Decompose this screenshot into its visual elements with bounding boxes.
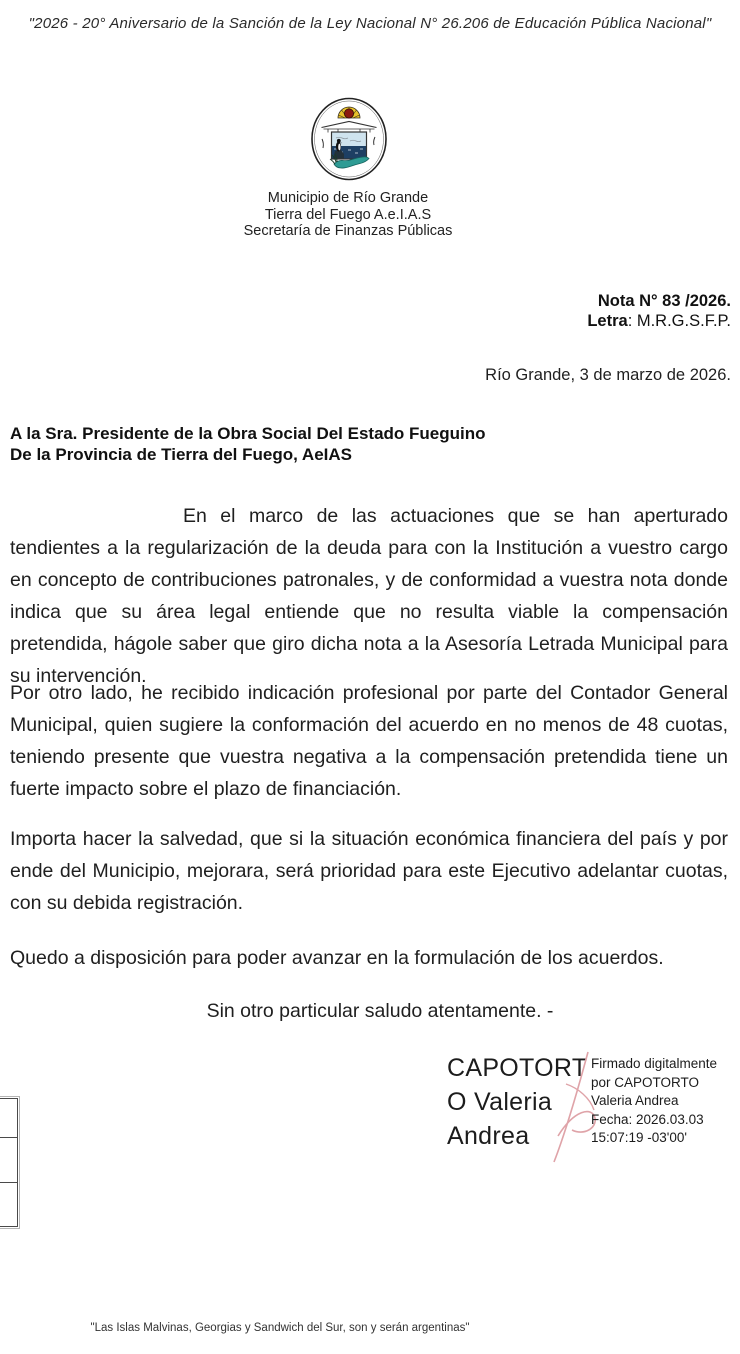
signature-name-line-3: Andrea: [447, 1122, 530, 1150]
signature-detail-line-3: Valeria Andrea: [591, 1093, 679, 1108]
signature-name-line-2: O Valeria: [447, 1088, 553, 1116]
addressee-line-1: A la Sra. Presidente de la Obra Social Del Estado Fueguino: [10, 424, 486, 443]
header-commemorative-quote: "2026 - 20° Aniversario de la Sanción de la Ley Nacional N° 26.206 de Educación Pública Nacional": [28, 15, 712, 32]
body-paragraph-4: Quedo a disposición para poder avanzar en la formulación de los acuerdos.: [10, 947, 664, 969]
table-cell: [0, 1099, 17, 1138]
body-paragraph-1: En el marco de las actuaciones que se han aperturado tendientes a la regularización de la deuda para con la Institución a vuestro cargo en concepto de contribuciones patronales, y de conformidad a vuestra nota donde indica que su área legal entiende que no resulta viable la compensación pretendida, hágole saber que giro dicha nota a la Asesoría Letrada Municipal para su intervención.: [10, 505, 728, 687]
letra-line: [587, 312, 731, 332]
org-line-municipio: Municipio de Río Grande: [267, 190, 429, 206]
body-paragraph-2: Por otro lado, he recibido indicación profesional por parte del Contador General Municipal, quien sugiere la conformación del acuerdo en no menos de 48 cuotas, teniendo presente que vuestra negativa a la compensación pretendida tiene un fuerte impacto sobre el plazo de financiación.: [10, 682, 728, 800]
dateline: Río Grande, 3 de marzo de 2026.: [485, 366, 731, 384]
body-paragraph-3: Importa hacer la salvedad, que si la situación económica financiera del país y por ende del Municipio, mejorara, será prioridad para este Ejecutivo adelantar cuotas, con su debida registración.: [10, 828, 728, 914]
letra-value: : M.R.G.S.F.P.: [627, 311, 731, 330]
digital-signature-details: [591, 1055, 736, 1148]
letra-label: Letra: [587, 311, 628, 330]
organization-block: [178, 190, 518, 240]
closing-salutation: Sin otro particular saludo atentamente. -: [206, 1000, 554, 1022]
table-cell: [0, 1138, 17, 1183]
signature-detail-line-4: Fecha: 2026.03.03: [591, 1111, 704, 1127]
org-line-secretaria: Secretaría de Finanzas Públicas: [243, 223, 453, 239]
municipal-seal-icon: [310, 97, 388, 181]
signature-detail-line-1: Firmado digitalmente: [591, 1056, 718, 1071]
clipped-margin-table: [0, 1098, 18, 1227]
addressee-line-2: De la Provincia de Tierra del Fuego, AeIAS: [10, 445, 353, 464]
signature-detail-line-2: por CAPOTORTO: [591, 1074, 700, 1090]
org-line-provincia: Tierra del Fuego A.e.I.A.S: [264, 206, 432, 223]
signature-name-line-1: CAPOTORT: [447, 1054, 588, 1082]
addressee-block: [10, 423, 486, 465]
nota-number: Nota N° 83 /2026.: [597, 292, 731, 310]
signature-detail-line-5: 15:07:19 -03'00': [591, 1130, 687, 1145]
reference-block: [587, 292, 731, 331]
table-cell: [0, 1183, 17, 1226]
footer-malvinas-quote: "Las Islas Malvinas, Georgias y Sandwich del Sur, son y serán argentinas": [90, 1322, 470, 1334]
